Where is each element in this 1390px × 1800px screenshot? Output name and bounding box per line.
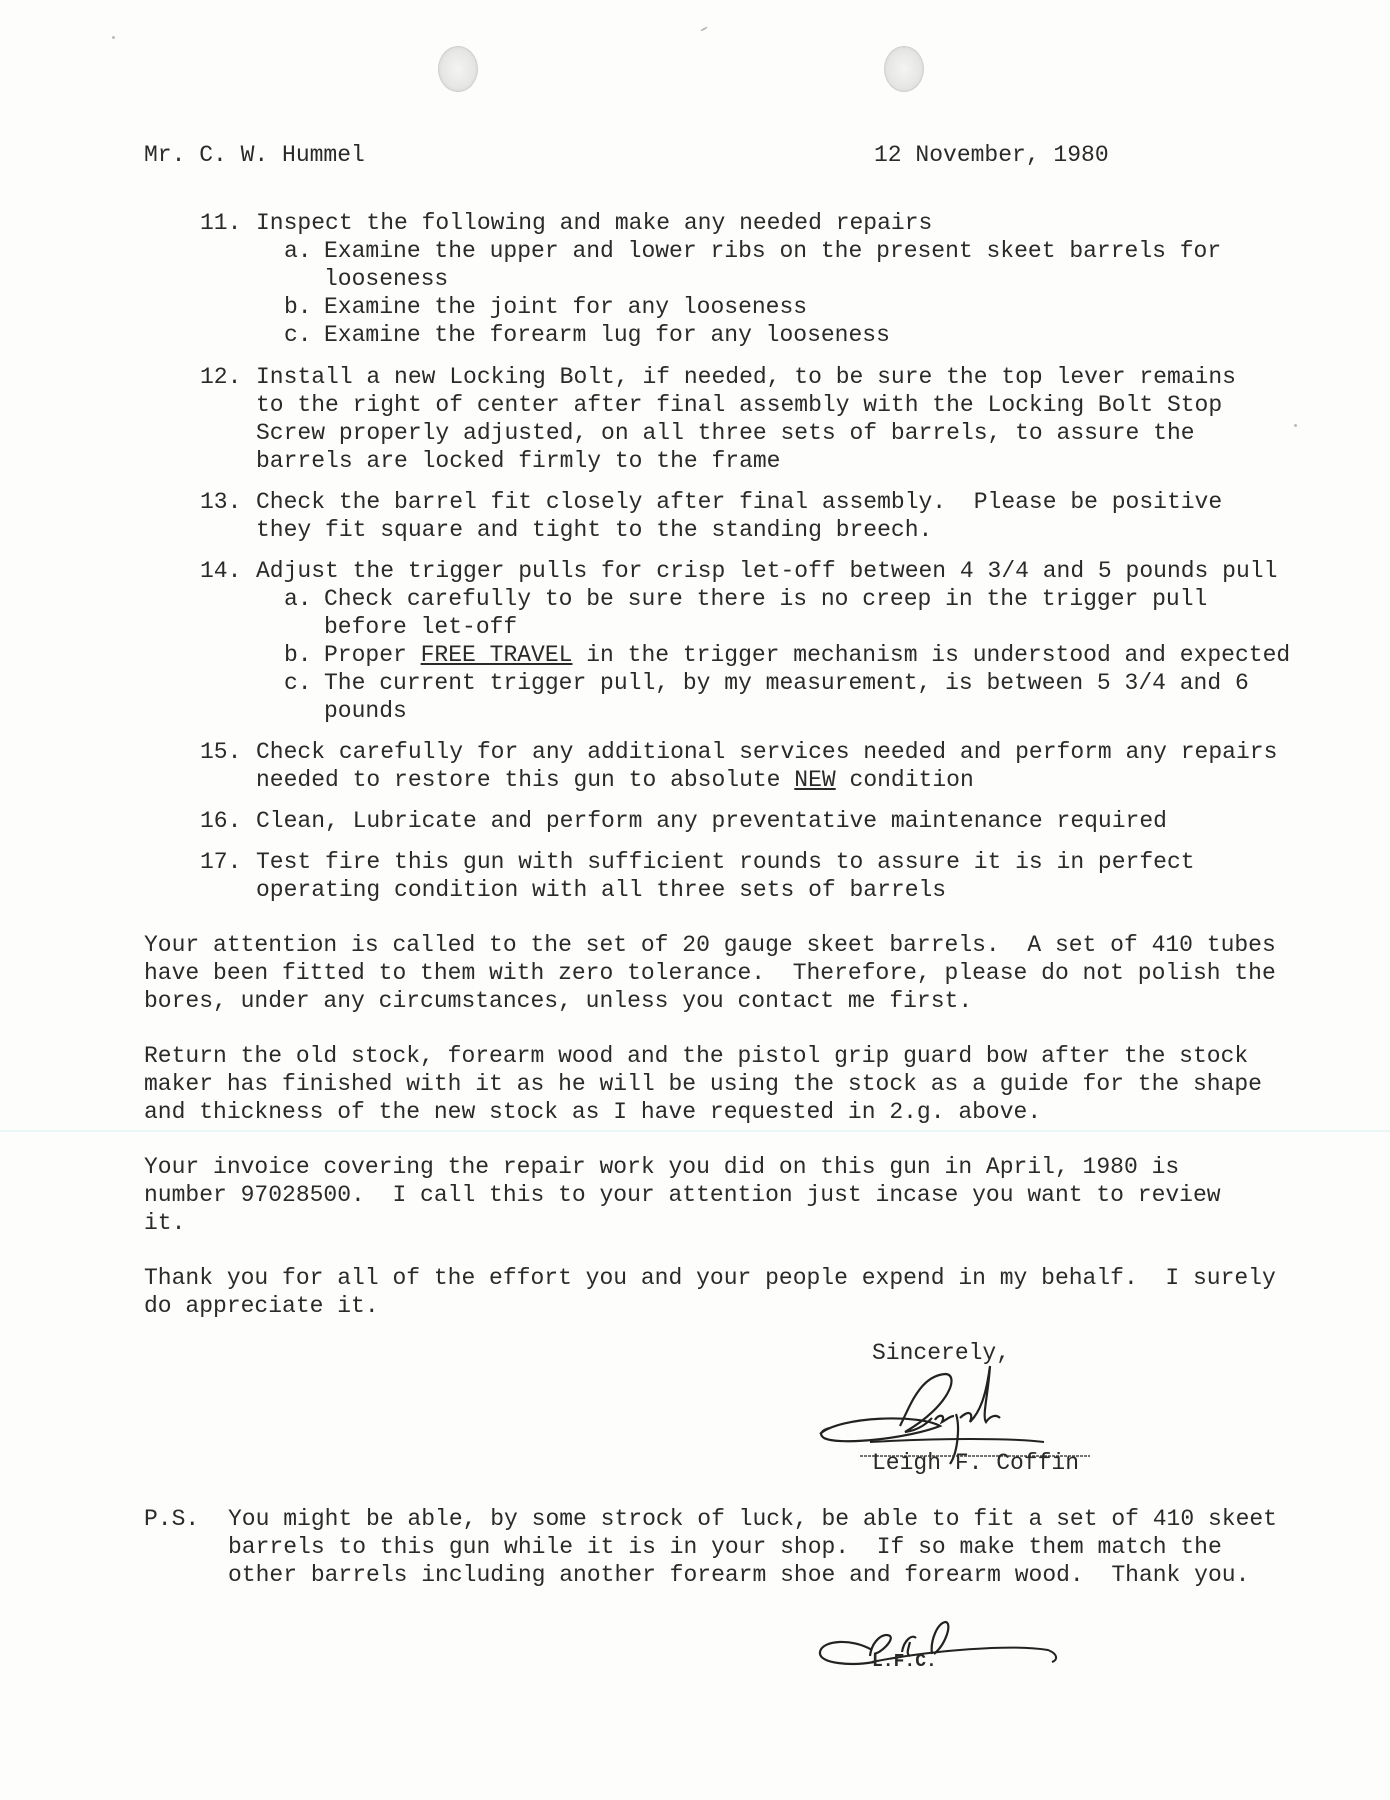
text-segment: condition <box>835 767 974 793</box>
item-text: operating condition with all three sets of barrels <box>256 877 947 903</box>
scan-mark <box>700 26 708 32</box>
handwritten-initials-icon <box>812 1610 1072 1680</box>
subitem-text: before let-off <box>324 614 518 640</box>
closing-salutation: Sincerely, <box>872 1340 1011 1366</box>
underlined-emphasis: NEW <box>794 767 836 793</box>
paragraph-line: maker has finished with it as he will be using the stock as a guide for the shape <box>144 1071 1262 1097</box>
text-segment: needed to restore this gun to absolute <box>256 767 795 793</box>
signer-name: Leigh F. Coffin <box>872 1450 1080 1476</box>
subitem-letter: b. <box>284 642 312 668</box>
item-text: Adjust the trigger pulls for crisp let-off between 4 3/4 and 5 pounds pull <box>256 558 1278 584</box>
subitem-text: Examine the joint for any looseness <box>324 294 808 320</box>
item-number: 13. <box>200 489 242 515</box>
scan-mark <box>1294 424 1297 427</box>
paragraph-line: and thickness of the new stock as I have requested in 2.g. above. <box>144 1099 1042 1125</box>
item-text: Inspect the following and make any needed repairs <box>256 210 933 236</box>
item-number: 11. <box>200 210 242 236</box>
paragraph-line: number 97028500. I call this to your attention just incase you want to review <box>144 1182 1221 1208</box>
item-text: Clean, Lubricate and perform any preventative maintenance required <box>256 808 1167 834</box>
subitem-text <box>324 641 1290 669</box>
scan-mark <box>112 36 115 39</box>
postscript-line: other barrels including another forearm shoe and forearm wood. Thank you. <box>228 1562 1250 1588</box>
paragraph-line: Thank you for all of the effort you and your people expend in my behalf. I surely <box>144 1265 1276 1291</box>
subitem-letter: b. <box>284 294 312 320</box>
subitem-text: pounds <box>324 698 407 724</box>
punch-hole-left <box>438 46 478 92</box>
paragraph-line: bores, under any circumstances, unless you contact me first. <box>144 988 973 1014</box>
subitem-letter: c. <box>284 322 312 348</box>
paragraph-line: do appreciate it. <box>144 1293 379 1319</box>
text-segment: in the trigger mechanism is understood and expected <box>572 642 1291 668</box>
typed-initials: L.F.C. <box>872 1652 937 1672</box>
subitem-letter: a. <box>284 238 312 264</box>
subitem-text: Check carefully to be sure there is no creep in the trigger pull <box>324 586 1208 612</box>
punch-hole-right <box>884 46 924 92</box>
recipient-name: Mr. C. W. Hummel <box>144 142 365 168</box>
paragraph-line: Your attention is called to the set of 20 gauge skeet barrels. A set of 410 tubes <box>144 932 1276 958</box>
subitem-letter: a. <box>284 586 312 612</box>
letter-date: 12 November, 1980 <box>874 142 1109 168</box>
item-text: Test fire this gun with sufficient rounds to assure it is in perfect <box>256 849 1195 875</box>
paragraph-line: Your invoice covering the repair work you did on this gun in April, 1980 is <box>144 1154 1180 1180</box>
scan-artifact-line <box>0 1130 1390 1132</box>
paragraph-line: it. <box>144 1210 186 1236</box>
paragraph-line: have been fitted to them with zero tolerance. Therefore, please do not polish the <box>144 960 1276 986</box>
item-text: to the right of center after final assembly with the Locking Bolt Stop <box>256 392 1223 418</box>
postscript-label: P.S. <box>144 1506 200 1532</box>
item-text: barrels are locked firmly to the frame <box>256 448 781 474</box>
item-number: 12. <box>200 364 242 390</box>
paragraph-line: Return the old stock, forearm wood and the pistol grip guard bow after the stock <box>144 1043 1249 1069</box>
text-segment: Proper <box>324 642 421 668</box>
subitem-text: Examine the upper and lower ribs on the present skeet barrels for <box>324 238 1222 264</box>
item-text: Check carefully for any additional services needed and perform any repairs <box>256 739 1278 765</box>
subitem-text: looseness <box>324 266 449 292</box>
item-text: Install a new Locking Bolt, if needed, to be sure the top lever remains <box>256 364 1236 390</box>
item-text <box>256 766 974 794</box>
item-number: 16. <box>200 808 242 834</box>
subitem-letter: c. <box>284 670 312 696</box>
postscript-line: barrels to this gun while it is in your shop. If so make them match the <box>228 1534 1222 1560</box>
item-number: 14. <box>200 558 242 584</box>
item-number: 15. <box>200 739 242 765</box>
item-text: they fit square and tight to the standing breech. <box>256 517 933 543</box>
item-text: Check the barrel fit closely after final assembly. Please be positive <box>256 489 1223 515</box>
underlined-emphasis: FREE TRAVEL <box>420 642 573 668</box>
subitem-text: Examine the forearm lug for any looseness <box>324 322 890 348</box>
item-text: Screw properly adjusted, on all three sets of barrels, to assure the <box>256 420 1195 446</box>
subitem-text: The current trigger pull, by my measurement, is between 5 3/4 and 6 <box>324 670 1249 696</box>
item-number: 17. <box>200 849 242 875</box>
postscript-line: You might be able, by some strock of luck, be able to fit a set of 410 skeet <box>228 1506 1277 1532</box>
